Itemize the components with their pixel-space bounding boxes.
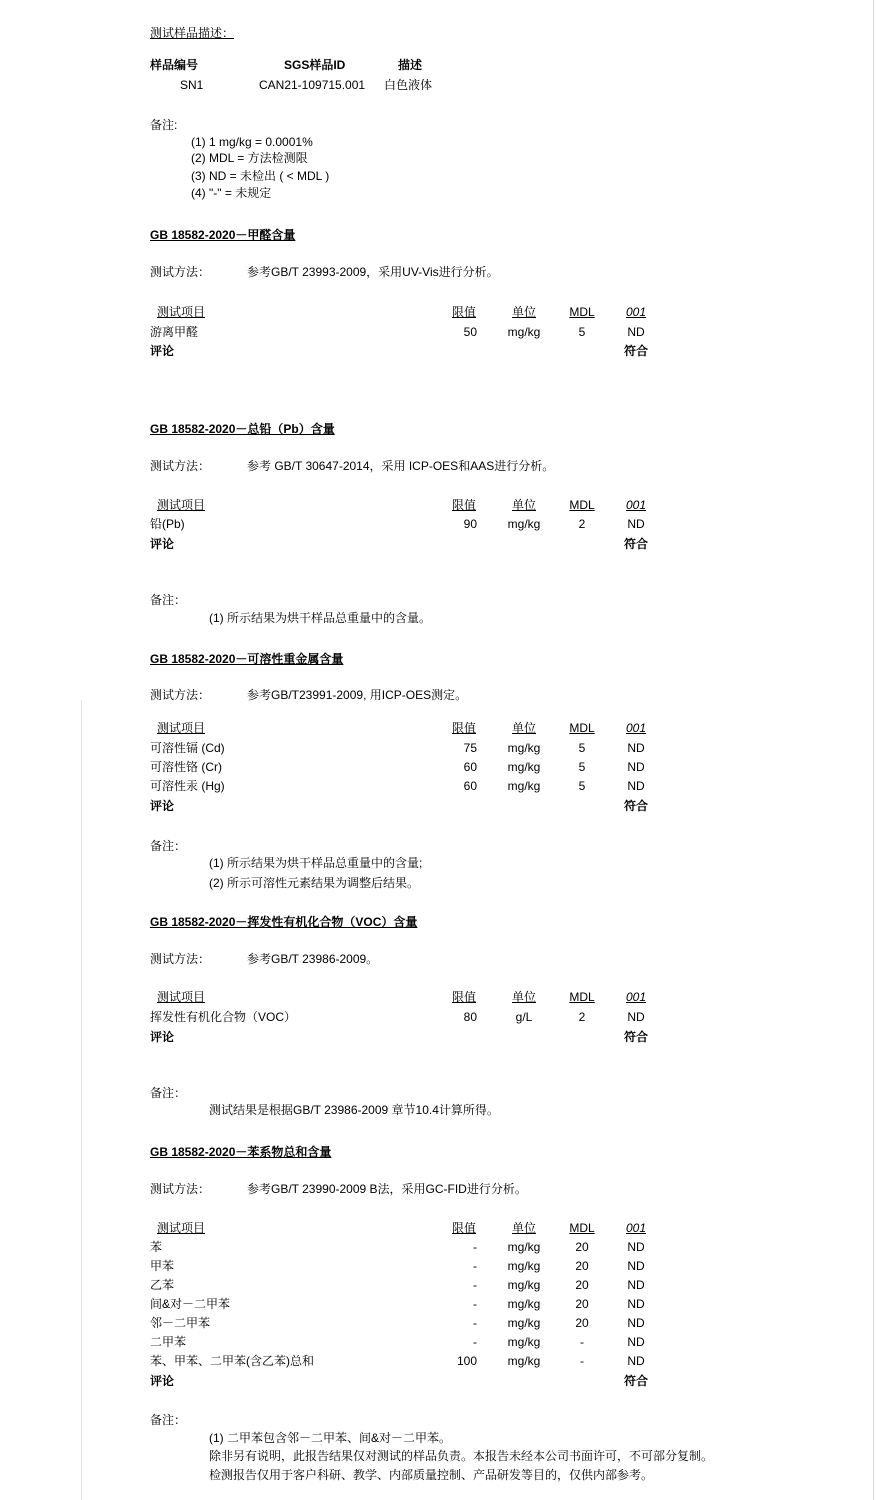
row-mdl: 5 — [578, 779, 586, 793]
row-mdl: 20 — [575, 1297, 589, 1311]
col-header-unit: 单位 — [511, 498, 536, 512]
row-mdl: 20 — [575, 1278, 589, 1292]
notes-top-label: 备注: — [150, 118, 178, 132]
row-item: 乙苯 — [150, 1278, 175, 1292]
col-header-unit: 单位 — [511, 305, 536, 319]
col-header-unit: 单位 — [511, 990, 536, 1004]
row-result: ND — [627, 1240, 645, 1254]
row-unit: mg/kg — [507, 1259, 541, 1273]
method-text: 参考GB/T 23990-2009 B法，采用GC-FID进行分析。 — [247, 1182, 527, 1196]
row-result: ND — [627, 325, 645, 339]
col-header-mdl: MDL — [569, 305, 595, 319]
notes-top-item: (1) 1 mg/kg = 0.0001% — [191, 135, 313, 149]
col-sample-no: 样品编号 — [150, 58, 199, 72]
row-result: ND — [627, 1316, 645, 1330]
col-header-item: 测试项目 — [157, 721, 206, 735]
col-header-unit: 单位 — [511, 1221, 536, 1235]
col-header-limit: 限值 — [451, 990, 476, 1004]
method-label: 测试方法： — [150, 688, 211, 702]
comment-value: 符合 — [623, 537, 648, 551]
note-text: 测试结果是根据GB/T 23986-2009 章节10.4计算所得。 — [209, 1103, 499, 1117]
row-item: 可溶性铬 (Cr) — [150, 760, 222, 774]
method-label: 测试方法： — [150, 459, 211, 473]
row-item: 苯 — [150, 1240, 163, 1254]
col-header-limit: 限值 — [451, 1221, 476, 1235]
col-sgs-id: SGS样品ID — [284, 58, 346, 72]
row-result: ND — [627, 760, 645, 774]
row-unit: mg/kg — [507, 741, 541, 755]
col-header-item: 测试项目 — [157, 1221, 206, 1235]
comment-value: 符合 — [623, 1030, 648, 1044]
comment-value: 符合 — [623, 344, 648, 358]
row-item: 间&对－二甲苯 — [150, 1297, 231, 1311]
row-mdl: 5 — [578, 325, 586, 339]
note-text: (1) 所示结果为烘干样品总重量中的含量; — [209, 856, 423, 870]
row-unit: g/L — [515, 1010, 533, 1024]
row-limit: 50 — [463, 325, 477, 339]
row-unit: mg/kg — [507, 779, 541, 793]
row-result: ND — [627, 1010, 645, 1024]
row-limit: 60 — [463, 779, 477, 793]
row-unit: mg/kg — [507, 1316, 541, 1330]
row-limit: - — [473, 1259, 477, 1273]
sample-no-value: SN1 — [180, 78, 204, 92]
row-result: ND — [627, 517, 645, 531]
note-text: (1) 所示结果为烘干样品总重量中的含量。 — [209, 611, 432, 625]
row-unit: mg/kg — [507, 760, 541, 774]
row-limit: 80 — [463, 1010, 477, 1024]
method-label: 测试方法： — [150, 1182, 211, 1196]
notes-label: 备注： — [150, 1413, 187, 1427]
col-header-result: 001 — [625, 990, 647, 1004]
row-item: 可溶性汞 (Hg) — [150, 779, 225, 793]
row-item: 苯、甲苯、二甲苯(含乙苯)总和 — [150, 1354, 314, 1368]
note-text: 检测报告仅用于客户科研、教学、内部质量控制、产品研发等目的，仅供内部参考。 — [209, 1468, 654, 1482]
row-limit: 75 — [463, 741, 477, 755]
row-unit: mg/kg — [507, 1240, 541, 1254]
notes-label: 备注： — [150, 593, 187, 607]
row-mdl: - — [580, 1354, 584, 1368]
row-unit: mg/kg — [507, 1354, 541, 1368]
row-limit: 90 — [463, 517, 477, 531]
row-result: ND — [627, 741, 645, 755]
col-desc: 描述 — [398, 58, 423, 72]
col-header-item: 测试项目 — [157, 305, 206, 319]
row-mdl: 20 — [575, 1316, 589, 1330]
row-result: ND — [627, 1278, 645, 1292]
row-unit: mg/kg — [507, 325, 541, 339]
row-limit: - — [473, 1240, 477, 1254]
row-mdl: 5 — [578, 760, 586, 774]
row-limit: - — [473, 1297, 477, 1311]
row-item: 甲苯 — [150, 1259, 175, 1273]
col-header-limit: 限值 — [451, 305, 476, 319]
row-result: ND — [627, 779, 645, 793]
row-mdl: 20 — [575, 1240, 589, 1254]
comment-label: 评论 — [150, 799, 175, 813]
method-label: 测试方法： — [150, 265, 211, 279]
section-title: GB 18582-2020－苯系物总和含量 — [150, 1145, 332, 1159]
row-limit: - — [473, 1316, 477, 1330]
row-item: 游离甲醛 — [150, 325, 199, 339]
col-header-mdl: MDL — [569, 1221, 595, 1235]
row-mdl: 2 — [578, 517, 586, 531]
row-result: ND — [627, 1335, 645, 1349]
col-header-result: 001 — [625, 305, 647, 319]
notes-top-item: (3) ND = 未检出 ( < MDL ) — [191, 169, 330, 183]
col-header-mdl: MDL — [569, 721, 595, 735]
col-header-result: 001 — [625, 1221, 647, 1235]
col-header-item: 测试项目 — [157, 990, 206, 1004]
row-item: 可溶性镉 (Cd) — [150, 741, 225, 755]
col-header-item: 测试项目 — [157, 498, 206, 512]
section-title: GB 18582-2020－挥发性有机化合物（VOC）含量 — [150, 915, 418, 929]
row-limit: - — [473, 1278, 477, 1292]
row-item: 二甲苯 — [150, 1335, 187, 1349]
method-text: 参考 GB/T 30647-2014，采用 ICP-OES和AAS进行分析。 — [247, 459, 555, 473]
note-text: (1) 二甲苯包含邻－二甲苯、间&对－二甲苯。 — [209, 1431, 452, 1445]
row-limit: - — [473, 1335, 477, 1349]
method-text: 参考GB/T 23993-2009，采用UV-Vis进行分析。 — [247, 265, 499, 279]
comment-value: 符合 — [623, 799, 648, 813]
row-result: ND — [627, 1354, 645, 1368]
comment-label: 评论 — [150, 537, 175, 551]
row-item: 邻－二甲苯 — [150, 1316, 211, 1330]
sgs-id-value: CAN21-109715.001 — [259, 78, 366, 92]
row-limit: 100 — [456, 1354, 477, 1368]
row-limit: 60 — [463, 760, 477, 774]
row-mdl: 20 — [575, 1259, 589, 1273]
note-text: (2) 所示可溶性元素结果为调整后结果。 — [209, 876, 420, 890]
section-title: GB 18582-2020－可溶性重金属含量 — [150, 652, 344, 666]
method-text: 参考GB/T23991-2009, 用ICP-OES测定。 — [247, 688, 468, 702]
row-mdl: 5 — [578, 741, 586, 755]
comment-value: 符合 — [623, 1374, 648, 1388]
sample-desc-heading: 测试样品描述： — [150, 26, 235, 40]
comment-label: 评论 — [150, 344, 175, 358]
row-unit: mg/kg — [507, 1278, 541, 1292]
col-header-limit: 限值 — [451, 498, 476, 512]
row-unit: mg/kg — [507, 1297, 541, 1311]
col-header-limit: 限值 — [451, 721, 476, 735]
col-header-unit: 单位 — [511, 721, 536, 735]
notes-top-item: (2) MDL = 方法检测限 — [191, 151, 308, 165]
section-title: GB 18582-2020－总铅（Pb）含量 — [150, 422, 335, 436]
method-label: 测试方法： — [150, 952, 211, 966]
comment-label: 评论 — [150, 1374, 175, 1388]
notes-top-item: (4) "-" = 未规定 — [191, 186, 272, 200]
row-item: 挥发性有机化合物（VOC） — [150, 1010, 297, 1024]
row-unit: mg/kg — [507, 517, 541, 531]
col-header-mdl: MDL — [569, 498, 595, 512]
row-unit: mg/kg — [507, 1335, 541, 1349]
row-mdl: - — [580, 1335, 584, 1349]
row-result: ND — [627, 1259, 645, 1273]
notes-label: 备注： — [150, 839, 187, 853]
row-result: ND — [627, 1297, 645, 1311]
notes-label: 备注： — [150, 1086, 187, 1100]
row-mdl: 2 — [578, 1010, 586, 1024]
col-header-result: 001 — [625, 721, 647, 735]
note-text: 除非另有说明，此报告结果仅对测试的样品负责。本报告未经本公司书面许可，不可部分复制。 — [209, 1449, 714, 1463]
page-right-border — [873, 0, 874, 1500]
page-left-rule — [81, 700, 82, 1500]
sample-desc-value: 白色液体 — [384, 78, 433, 92]
comment-label: 评论 — [150, 1030, 175, 1044]
row-item: 铅(Pb) — [150, 517, 185, 531]
method-text: 参考GB/T 23986-2009。 — [247, 952, 379, 966]
section-title: GB 18582-2020－甲醛含量 — [150, 228, 296, 242]
col-header-result: 001 — [625, 498, 647, 512]
col-header-mdl: MDL — [569, 990, 595, 1004]
